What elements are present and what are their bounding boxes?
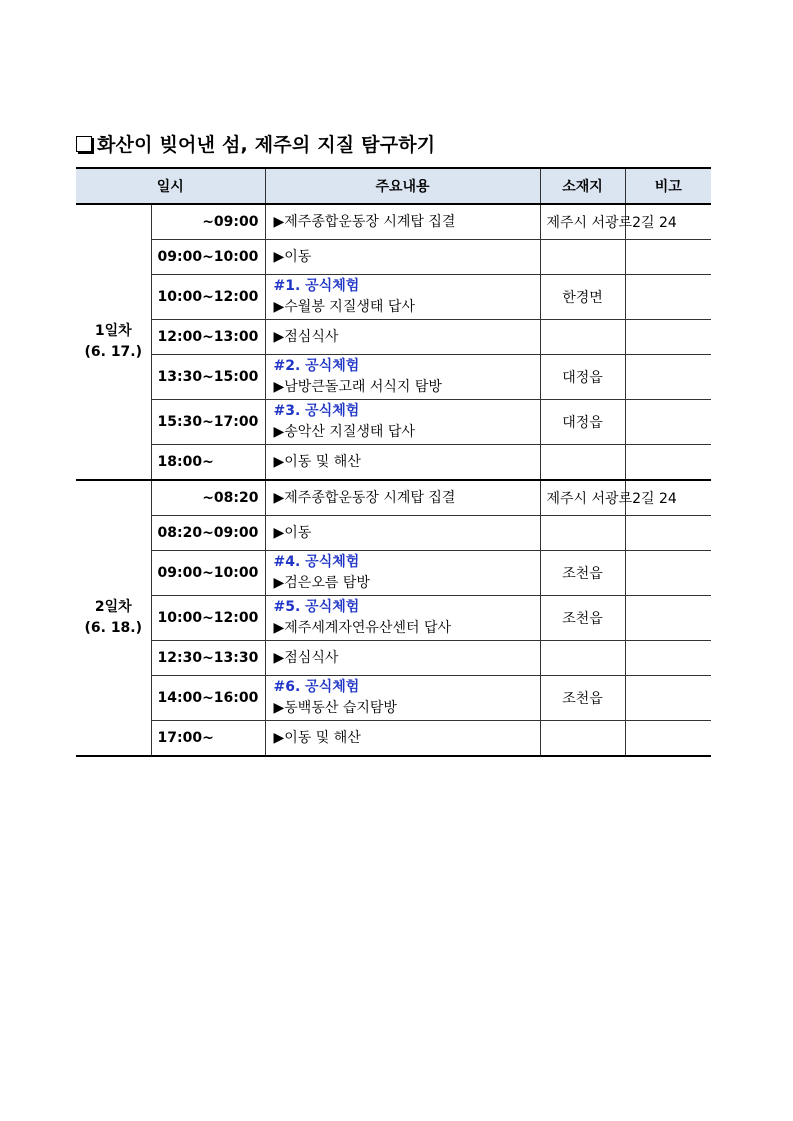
page-title <box>76 130 435 156</box>
content-line: ▶이동 및 해산 <box>273 729 361 746</box>
note-cell <box>625 240 711 275</box>
content-cell <box>265 275 540 320</box>
location-cell <box>540 320 625 355</box>
schedule-table <box>76 167 711 757</box>
table-row <box>76 551 711 596</box>
content-cell <box>265 355 540 400</box>
time-cell: 09:00~10:00 <box>151 240 265 275</box>
content-line: ▶점심식사 <box>273 328 339 345</box>
table-row <box>76 641 711 676</box>
location-cell: 제주시 서광로2길 24 <box>540 204 625 240</box>
day-date: (6. 17.) <box>84 344 143 360</box>
table-row <box>76 516 711 551</box>
location-cell <box>540 721 625 757</box>
location-cell <box>540 641 625 676</box>
page-title-text: 화산이 빚어낸 섬, 제주의 지질 탐구하기 <box>97 133 436 156</box>
content-line: ▶수월봉 지질생태 답사 <box>273 299 415 315</box>
location-cell <box>540 445 625 481</box>
time-cell: 08:20~09:00 <box>151 516 265 551</box>
note-cell <box>625 445 711 481</box>
header-content: 주요내용 <box>265 168 540 204</box>
table-row <box>76 240 711 275</box>
content-line: ▶동백동산 습지탐방 <box>273 700 397 716</box>
table-row <box>76 275 711 320</box>
program-label: #4. 공식체험 <box>273 554 360 570</box>
content-cell <box>265 551 540 596</box>
time-cell: 10:00~12:00 <box>151 275 265 320</box>
table-row <box>76 480 711 516</box>
table-row <box>76 721 711 757</box>
content-line: ▶송악산 지질생태 답사 <box>273 424 415 440</box>
note-cell <box>625 516 711 551</box>
content-line: ▶점심식사 <box>273 649 339 666</box>
location-cell: 조천읍 <box>540 551 625 596</box>
program-label: #2. 공식체험 <box>273 358 360 374</box>
time-cell: 15:30~17:00 <box>151 400 265 445</box>
note-cell <box>625 355 711 400</box>
content-cell <box>265 596 540 641</box>
location-cell: 대정읍 <box>540 355 625 400</box>
location-cell: 한경면 <box>540 275 625 320</box>
day-label: 2일차 <box>94 599 132 615</box>
location-cell: 조천읍 <box>540 676 625 721</box>
time-cell: 13:30~15:00 <box>151 355 265 400</box>
table-row <box>76 445 711 481</box>
program-label: #5. 공식체험 <box>273 599 360 615</box>
table-row <box>76 204 711 240</box>
time-cell: 18:00~ <box>151 445 265 481</box>
location-cell <box>540 516 625 551</box>
time-cell: 14:00~16:00 <box>151 676 265 721</box>
content-line: ▶이동 <box>273 248 312 265</box>
location-cell: 조천읍 <box>540 596 625 641</box>
header-note: 비고 <box>625 168 711 204</box>
content-line: ▶제주종합운동장 시계탑 집결 <box>273 213 456 230</box>
time-cell: 12:30~13:30 <box>151 641 265 676</box>
content-line: ▶제주세계자연유산센터 답사 <box>273 620 452 636</box>
table-row <box>76 596 711 641</box>
header-row <box>76 168 711 204</box>
note-cell <box>625 400 711 445</box>
table-row <box>76 400 711 445</box>
day-cell <box>76 480 151 756</box>
content-line: ▶이동 및 해산 <box>273 453 361 470</box>
program-label: #6. 공식체험 <box>273 679 360 695</box>
content-cell <box>265 516 540 551</box>
time-cell: ~08:20 <box>151 480 265 516</box>
content-cell <box>265 445 540 481</box>
day-date: (6. 18.) <box>84 620 143 636</box>
content-cell <box>265 641 540 676</box>
program-label: #1. 공식체험 <box>273 278 360 294</box>
location-cell: 제주시 서광로2길 24 <box>540 480 625 516</box>
content-cell <box>265 400 540 445</box>
header-date: 일시 <box>76 168 265 204</box>
content-cell <box>265 240 540 275</box>
time-cell: 12:00~13:00 <box>151 320 265 355</box>
note-cell <box>625 641 711 676</box>
program-label: #3. 공식체험 <box>273 403 360 419</box>
note-cell <box>625 320 711 355</box>
time-cell: ~09:00 <box>151 204 265 240</box>
day-label: 1일차 <box>94 323 132 339</box>
content-line: ▶남방큰돌고래 서식지 탐방 <box>273 379 442 395</box>
content-line: ▶검은오름 탐방 <box>273 575 370 591</box>
content-cell <box>265 676 540 721</box>
content-line: ▶이동 <box>273 524 312 541</box>
table-row <box>76 355 711 400</box>
location-cell: 대정읍 <box>540 400 625 445</box>
note-cell <box>625 551 711 596</box>
note-cell <box>625 275 711 320</box>
note-cell <box>625 676 711 721</box>
content-cell <box>265 320 540 355</box>
table-row <box>76 320 711 355</box>
time-cell: 09:00~10:00 <box>151 551 265 596</box>
location-cell <box>540 240 625 275</box>
table-row <box>76 676 711 721</box>
checkbox-icon <box>76 136 92 152</box>
time-cell: 10:00~12:00 <box>151 596 265 641</box>
content-cell <box>265 204 540 240</box>
content-line: ▶제주종합운동장 시계탑 집결 <box>273 489 456 506</box>
day-cell <box>76 204 151 480</box>
time-cell: 17:00~ <box>151 721 265 757</box>
note-cell <box>625 721 711 757</box>
note-cell <box>625 596 711 641</box>
content-cell <box>265 721 540 757</box>
header-location: 소재지 <box>540 168 625 204</box>
content-cell <box>265 480 540 516</box>
schedule-body <box>76 204 711 756</box>
